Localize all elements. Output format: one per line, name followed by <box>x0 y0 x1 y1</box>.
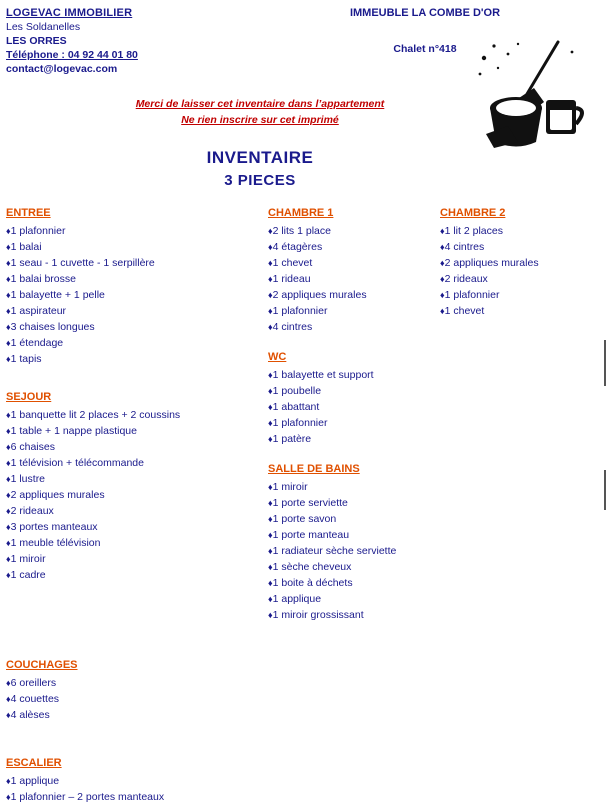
bullet-icon: ♦ <box>268 482 273 492</box>
bullet-icon: ♦ <box>268 418 273 428</box>
list-item-label: 2 lits 1 place <box>272 225 331 237</box>
list-item <box>6 287 261 303</box>
list-item <box>6 239 261 255</box>
notice-line-2: Ne rien inscrire sur cet imprimé <box>181 114 339 126</box>
bullet-icon: ♦ <box>268 290 273 300</box>
section-title-wc: WC <box>268 351 287 363</box>
list-item-label: 1 patère <box>272 433 312 445</box>
bullet-icon: ♦ <box>268 498 273 508</box>
bullet-icon: ♦ <box>6 322 11 332</box>
list-item-label: 3 chaises longues <box>10 321 95 333</box>
list-item <box>6 535 261 551</box>
bullet-icon: ♦ <box>6 426 11 436</box>
bullet-icon: ♦ <box>6 506 11 516</box>
bullet-icon: ♦ <box>6 274 11 284</box>
list-item <box>6 675 261 691</box>
list-item <box>268 591 433 607</box>
bullet-icon: ♦ <box>268 306 273 316</box>
bullet-icon: ♦ <box>6 258 11 268</box>
list-item-label: 1 miroir grossissant <box>272 609 364 621</box>
section-sejour <box>6 389 261 583</box>
list-item <box>6 303 261 319</box>
list-item <box>6 551 261 567</box>
spacer <box>6 583 261 657</box>
section-chambre2 <box>440 205 600 319</box>
spacer <box>6 723 261 755</box>
list-item-label: 1 aspirateur <box>10 305 67 317</box>
list-item-label: 1 chevet <box>272 257 313 269</box>
list-item-label: 1 télévision + télécommande <box>10 457 144 469</box>
bullet-icon: ♦ <box>268 226 273 236</box>
list-item-label: 1 plafonnier – 2 portes manteaux <box>10 791 165 803</box>
bullet-icon: ♦ <box>6 792 11 802</box>
list-item <box>268 575 433 591</box>
bullet-icon: ♦ <box>6 538 11 548</box>
page-title-line1: INVENTAIRE <box>206 148 314 167</box>
list-item-label: 1 étendage <box>10 337 64 349</box>
list-item-label: 2 appliques murales <box>444 257 539 269</box>
list-item <box>6 487 261 503</box>
list-item-label: 4 alèses <box>10 709 50 721</box>
bullet-icon: ♦ <box>440 258 445 268</box>
section-title-salle-de-bains: SALLE DE BAINS <box>268 463 360 475</box>
list-item-label: 4 couettes <box>10 693 60 705</box>
list-item-label: 1 chevet <box>444 305 485 317</box>
list-item <box>268 367 433 383</box>
list-item <box>268 543 433 559</box>
bullet-icon: ♦ <box>6 290 11 300</box>
list-item-label: 1 meuble télévision <box>10 537 101 549</box>
list-item <box>6 789 261 805</box>
company-phone: Téléphone : 04 92 44 01 80 <box>6 49 138 61</box>
list-item <box>268 271 433 287</box>
list-item <box>440 239 600 255</box>
bullet-icon: ♦ <box>6 490 11 500</box>
section-title-entree: ENTREE <box>6 207 51 219</box>
bullet-icon: ♦ <box>268 562 273 572</box>
bullet-icon: ♦ <box>268 402 273 412</box>
list-item-label: 1 balai brosse <box>10 273 76 285</box>
bullet-icon: ♦ <box>6 554 11 564</box>
bullet-icon: ♦ <box>440 306 445 316</box>
section-title-chambre1: CHAMBRE 1 <box>268 207 334 219</box>
list-item-label: 1 porte manteau <box>272 529 350 541</box>
list-item-label: 2 rideaux <box>444 273 488 285</box>
list-item-label: 1 lustre <box>10 473 46 485</box>
list-item <box>268 239 433 255</box>
list-item <box>6 567 261 583</box>
list-item <box>268 383 433 399</box>
bullet-icon: ♦ <box>6 474 11 484</box>
list-item-label: 6 oreillers <box>10 677 57 689</box>
list-item <box>6 319 261 335</box>
list-item <box>268 607 433 623</box>
list-item-label: 4 cintres <box>272 321 313 333</box>
list-item-label: 1 miroir <box>272 481 308 493</box>
spacer <box>268 335 433 349</box>
list-item-label: 1 abattant <box>272 401 320 413</box>
spacer <box>6 367 261 389</box>
list-item <box>440 255 600 271</box>
section-salle-de-bains <box>268 461 433 623</box>
list-item <box>268 431 433 447</box>
section-chambre1 <box>268 205 433 335</box>
bullet-icon: ♦ <box>268 530 273 540</box>
bullet-icon: ♦ <box>268 594 273 604</box>
bullet-icon: ♦ <box>268 370 273 380</box>
list-item <box>268 223 433 239</box>
list-item <box>6 773 261 789</box>
section-couchages <box>6 657 261 723</box>
list-item-label: 1 tapis <box>10 353 42 365</box>
bullet-icon: ♦ <box>6 570 11 580</box>
list-item-label: 2 rideaux <box>10 505 54 517</box>
list-item-label: 1 banquette lit 2 places + 2 coussins <box>10 409 181 421</box>
list-item <box>440 271 600 287</box>
list-item <box>440 303 600 319</box>
bullet-icon: ♦ <box>268 274 273 284</box>
bullet-icon: ♦ <box>6 710 11 720</box>
list-item <box>268 415 433 431</box>
list-item-label: 3 portes manteaux <box>10 521 98 533</box>
bullet-icon: ♦ <box>6 226 11 236</box>
section-escalier <box>6 755 261 805</box>
section-wc <box>268 349 433 447</box>
page-title-line2: 3 PIECES <box>224 172 296 189</box>
list-item <box>6 691 261 707</box>
bullet-icon: ♦ <box>440 274 445 284</box>
list-item-label: 1 plafonnier <box>272 305 328 317</box>
section-title-sejour: SEJOUR <box>6 391 52 403</box>
list-item <box>268 287 433 303</box>
list-item-label: 1 radiateur sèche serviette <box>272 545 397 557</box>
list-item-label: 1 miroir <box>10 553 46 565</box>
building-name: IMMEUBLE LA COMBE D'OR <box>349 7 501 19</box>
bullet-icon: ♦ <box>6 678 11 688</box>
broom-and-bucket-icon <box>472 38 592 153</box>
list-item-label: 1 balayette et support <box>272 369 374 381</box>
company-address-line2: LES ORRES <box>6 35 67 47</box>
list-item-label: 1 poubelle <box>272 385 322 397</box>
list-item <box>268 399 433 415</box>
list-item <box>440 223 600 239</box>
section-title-escalier: ESCALIER <box>6 757 62 769</box>
list-item-label: 1 balai <box>10 241 42 253</box>
bullet-icon: ♦ <box>6 694 11 704</box>
bullet-icon: ♦ <box>6 458 11 468</box>
bullet-icon: ♦ <box>440 226 445 236</box>
list-item <box>6 351 261 367</box>
list-item-label: 1 lit 2 places <box>444 225 503 237</box>
list-item-label: 1 rideau <box>272 273 311 285</box>
list-item <box>6 439 261 455</box>
list-item-label: 1 boite à déchets <box>272 577 353 589</box>
bullet-icon: ♦ <box>268 514 273 524</box>
list-item <box>268 559 433 575</box>
list-item <box>6 707 261 723</box>
list-item-label: 4 cintres <box>444 241 485 253</box>
page-title <box>80 146 440 192</box>
bullet-icon: ♦ <box>268 434 273 444</box>
notice-block <box>60 96 460 128</box>
list-item-label: 1 applique <box>10 775 60 787</box>
bullet-icon: ♦ <box>6 410 11 420</box>
list-item <box>6 271 261 287</box>
list-item-label: 6 chaises <box>10 441 55 453</box>
column-left <box>6 205 261 805</box>
list-item <box>6 255 261 271</box>
list-item-label: 1 sèche cheveux <box>272 561 352 573</box>
company-email: contact@logevac.com <box>6 63 118 75</box>
list-item-label: 1 table + 1 nappe plastique <box>10 425 137 437</box>
list-item-label: 1 balayette + 1 pelle <box>10 289 105 301</box>
list-item-label: 2 appliques murales <box>272 289 367 301</box>
bullet-icon: ♦ <box>6 442 11 452</box>
column-middle <box>268 205 433 623</box>
list-item <box>6 455 261 471</box>
bullet-icon: ♦ <box>440 290 445 300</box>
list-item <box>6 407 261 423</box>
section-title-chambre2: CHAMBRE 2 <box>440 207 506 219</box>
list-item <box>440 287 600 303</box>
company-name: LOGEVAC IMMOBILIER <box>6 7 133 19</box>
bullet-icon: ♦ <box>268 258 273 268</box>
bullet-icon: ♦ <box>268 610 273 620</box>
list-item-label: 1 cadre <box>10 569 46 581</box>
bullet-icon: ♦ <box>268 322 273 332</box>
list-item-label: 1 seau - 1 cuvette - 1 serpillère <box>10 257 155 269</box>
bullet-icon: ♦ <box>6 776 11 786</box>
list-item <box>268 511 433 527</box>
bullet-icon: ♦ <box>6 522 11 532</box>
bullet-icon: ♦ <box>440 242 445 252</box>
list-item-label: 1 porte serviette <box>272 497 348 509</box>
list-item-label: 1 plafonnier <box>444 289 500 301</box>
bullet-icon: ♦ <box>268 546 273 556</box>
spacer <box>268 447 433 461</box>
list-item <box>6 503 261 519</box>
list-item <box>268 479 433 495</box>
company-block <box>6 6 306 76</box>
list-item <box>268 495 433 511</box>
chalet-number: Chalet n°418 <box>393 43 457 55</box>
bullet-icon: ♦ <box>6 354 11 364</box>
bullet-icon: ♦ <box>268 242 273 252</box>
list-item-label: 2 appliques murales <box>10 489 105 501</box>
section-entree <box>6 205 261 367</box>
list-item <box>6 471 261 487</box>
bullet-icon: ♦ <box>268 578 273 588</box>
bullet-icon: ♦ <box>6 338 11 348</box>
list-item-label: 1 plafonnier <box>272 417 328 429</box>
list-item-label: 1 porte savon <box>272 513 337 525</box>
list-item-label: 4 étagères <box>272 241 323 253</box>
list-item <box>268 303 433 319</box>
list-item <box>268 255 433 271</box>
list-item <box>268 319 433 335</box>
list-item-label: 1 applique <box>272 593 322 605</box>
bullet-icon: ♦ <box>268 386 273 396</box>
list-item <box>6 223 261 239</box>
list-item <box>268 527 433 543</box>
column-right <box>440 205 600 319</box>
list-item <box>6 335 261 351</box>
list-item <box>6 423 261 439</box>
bullet-icon: ♦ <box>6 242 11 252</box>
notice-line-1: Merci de laisser cet inventaire dans l’appartement <box>135 98 385 110</box>
company-address-line1: Les Soldanelles <box>6 21 81 33</box>
inventory-columns <box>0 205 606 803</box>
list-item <box>6 519 261 535</box>
section-title-couchages: COUCHAGES <box>6 659 78 671</box>
list-item-label: 1 plafonnier <box>10 225 66 237</box>
bullet-icon: ♦ <box>6 306 11 316</box>
